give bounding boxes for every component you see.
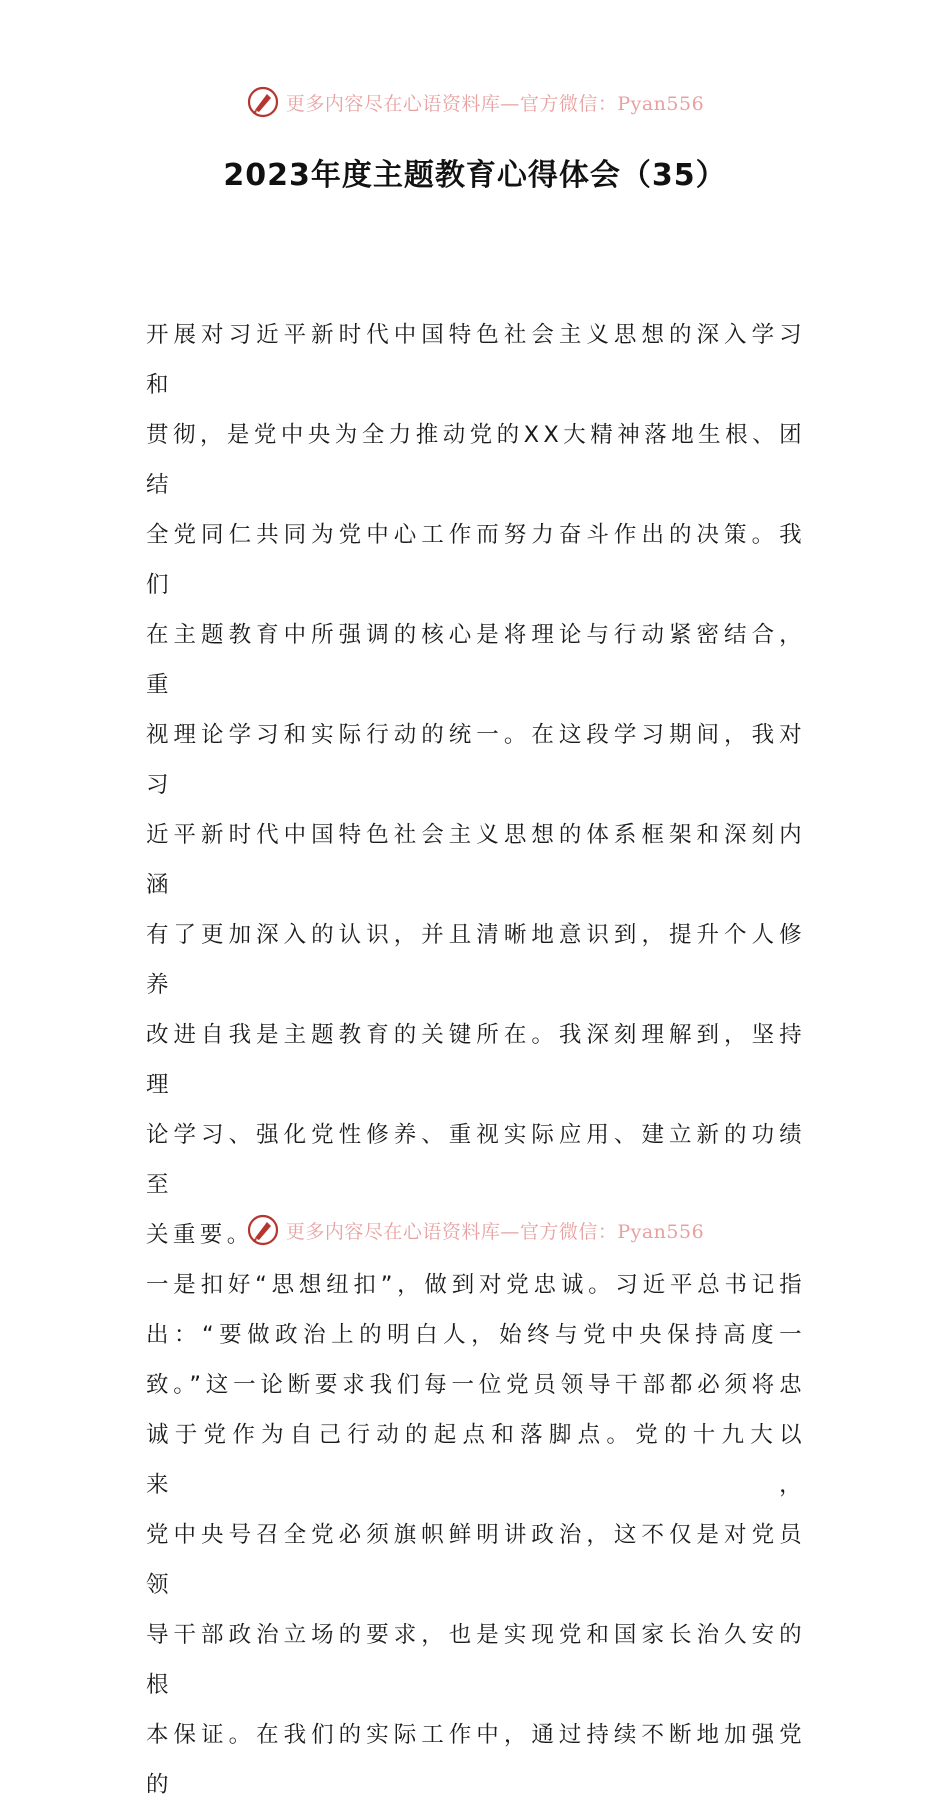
body-line: 出：“要做政治上的明白人，始终与党中央保持高度一 — [146, 1322, 806, 1348]
body-line: 开展对习近平新时代中国特色社会主义思想的深入学习和 — [146, 322, 806, 398]
body-line: 论学习、强化党性修养、重视实际应用、建立新的功绩至 — [146, 1122, 806, 1198]
body-line: 改进自我是主题教育的关键所在。我深刻理解到，坚持理 — [146, 1022, 806, 1098]
body-line: 诚于党作为自己行动的起点和落脚点。党的十九大以来， — [146, 1422, 806, 1498]
header-banner — [0, 82, 950, 122]
body-line: 本保证。在我们的实际工作中，通过持续不断地加强党的 — [146, 1722, 806, 1798]
body-line: 党中央号召全党必须旗帜鲜明讲政治，这不仅是对党员领 — [146, 1522, 806, 1598]
banner-text: 更多内容尽在心语资料库—官方微信：Pyan556 — [285, 92, 705, 115]
body-line: 导干部政治立场的要求，也是实现党和国家长治久安的根 — [146, 1622, 806, 1698]
body-line: 在主题教育中所强调的核心是将理论与行动紧密结合，重 — [146, 622, 806, 698]
body-line: 关重要。 — [146, 1222, 254, 1248]
pen-nib-logo-icon — [246, 1213, 280, 1247]
body-line: 致。”这一论断要求我们每一位党员领导干部都必须将忠 — [146, 1372, 806, 1398]
body-line: 一是扣好“思想纽扣”，做到对党忠诚。习近平总书记指 — [146, 1272, 806, 1298]
body-line: 近平新时代中国特色社会主义思想的体系框架和深刻内涵 — [146, 822, 806, 898]
pen-nib-logo-icon — [246, 85, 280, 119]
body-line: 贯彻，是党中央为全力推动党的XX大精神落地生根、团结 — [146, 422, 806, 498]
body-line: 有了更加深入的认识，并且清晰地意识到，提升个人修养 — [146, 922, 806, 998]
body-line: 全党同仁共同为党中心工作而努力奋斗作出的决策。我们 — [146, 522, 806, 598]
banner-text: 更多内容尽在心语资料库—官方微信：Pyan556 — [285, 1220, 705, 1243]
footer-banner — [0, 1210, 950, 1250]
document-body — [146, 310, 806, 1810]
body-line: 视理论学习和实际行动的统一。在这段学习期间，我对习 — [146, 722, 806, 798]
document-title: 2023年度主题教育心得体会（35） — [223, 158, 727, 193]
